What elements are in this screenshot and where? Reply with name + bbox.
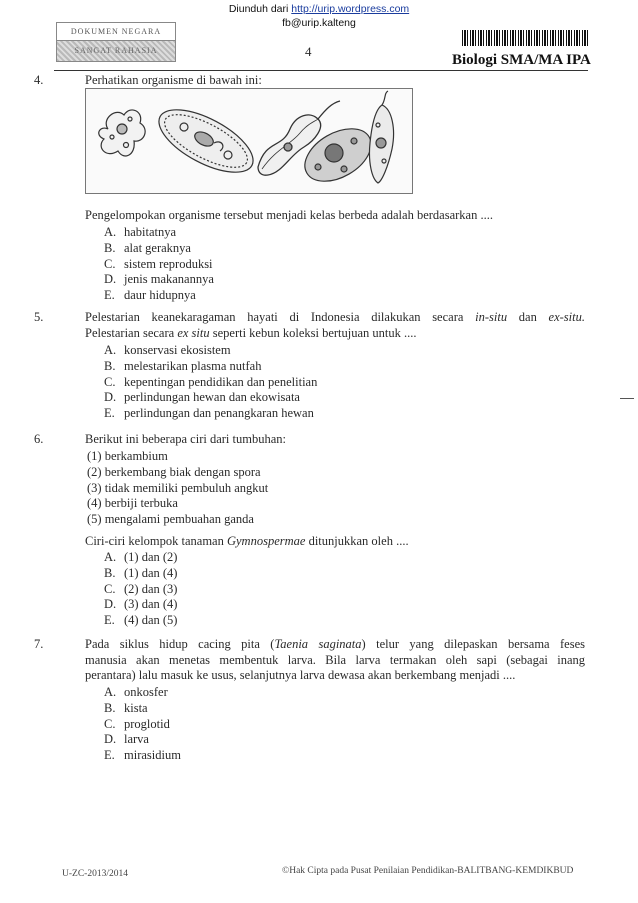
option-letter: C.: [104, 716, 116, 731]
source-prefix: Diunduh dari: [228, 3, 292, 15]
option-c[interactable]: [104, 375, 317, 391]
option-text: kepentingan pendidikan dan penelitian: [124, 374, 318, 389]
question-4-stem: Perhatikan organisme di bawah ini:: [85, 73, 262, 87]
footer-code: U-ZC-2013/2014: [62, 869, 128, 879]
text-segment: Pelestarian secara: [85, 325, 178, 340]
option-d[interactable]: [104, 390, 317, 406]
option-text: (1) dan (4): [124, 565, 178, 580]
option-a[interactable]: [104, 225, 214, 241]
page-number: 4: [305, 44, 312, 59]
option-letter: C.: [104, 581, 116, 596]
option-text: mirasidium: [124, 748, 181, 763]
source-facebook: fb@urip.kalteng: [282, 17, 356, 29]
trait-item: (5) mengalami pembuahan ganda: [87, 512, 254, 527]
flagellate-icon: [369, 91, 393, 183]
option-text: sistem reproduksi: [124, 256, 213, 271]
text-italic: Gymnospermae: [226, 534, 306, 548]
amoeba-icon: [99, 110, 145, 156]
text-segment: seperti kebun koleksi bertujuan untuk ....: [209, 325, 417, 340]
option-c[interactable]: [104, 717, 181, 733]
option-letter: E.: [104, 406, 115, 421]
option-d[interactable]: [104, 272, 214, 288]
option-text: konservasi ekosistem: [124, 343, 231, 357]
organisms-illustration: [86, 89, 412, 193]
trait-item: (3) tidak memiliki pembuluh angkut: [87, 480, 269, 495]
option-letter: C.: [104, 256, 116, 271]
question-6-options: [104, 550, 177, 629]
option-letter: B.: [104, 358, 116, 373]
question-4-prompt: Pengelompokan organisme tersebut menjadi kelas berbeda adalah berdasarkan ....: [85, 208, 493, 222]
organisms-figure: [85, 88, 413, 194]
trait-item: (4) berbiji terbuka: [87, 496, 178, 511]
text-segment: Ciri-ciri kelompok tanaman: [85, 534, 227, 548]
footer-copyright: ©Hak Cipta pada Pusat Penilaian Pendidikan-BALITBANG-KEMDIKBUD: [282, 866, 574, 876]
option-d[interactable]: [104, 597, 177, 613]
subject-title: Biologi SMA/MA IPA: [452, 52, 591, 68]
text-italic: ex situ: [177, 325, 210, 340]
question-5-number: 5.: [34, 310, 44, 324]
trait-item: (1) berkambium: [87, 449, 168, 463]
stamp-top-label: DOKUMEN NEGARA: [57, 23, 175, 41]
option-b[interactable]: [104, 566, 177, 582]
option-b[interactable]: [104, 701, 181, 717]
question-7-line-3: perantara) lalu masuk ke usus, selanjutnya larva dewasa akan berkembang menjadi ....: [85, 668, 516, 683]
option-letter: D.: [104, 597, 117, 612]
header-divider: [54, 70, 588, 71]
question-5-options: [104, 343, 317, 422]
option-text: alat geraknya: [124, 240, 191, 255]
option-text: jenis makanannya: [124, 272, 214, 287]
paramecium-icon: [150, 97, 262, 185]
question-7-options: [104, 685, 181, 764]
option-text: daur hidupnya: [124, 288, 196, 303]
option-d[interactable]: [104, 732, 181, 748]
question-7-line-1: [85, 637, 585, 653]
option-a[interactable]: [104, 685, 181, 701]
question-6-traits: [87, 449, 268, 528]
option-e[interactable]: [104, 748, 181, 764]
question-7-line-2: manusia akan menetas membentuk larva. Bila larva termakan oleh sapi (sebagai inang: [85, 652, 585, 667]
option-b[interactable]: [104, 359, 317, 375]
question-5-stem: [85, 310, 585, 341]
question-4-options: [104, 225, 214, 304]
option-text: (4) dan (5): [124, 613, 178, 628]
question-4-number: 4.: [34, 73, 44, 87]
text-italic: ex-situ.: [548, 310, 585, 324]
text-segment: Pelestarian keanekaragaman hayati di Indonesia dilakukan secara: [85, 310, 476, 324]
barcode-icon: [462, 30, 588, 46]
question-7-stem: [85, 637, 585, 684]
option-letter: A.: [104, 685, 117, 699]
option-e[interactable]: [104, 288, 214, 304]
option-letter: B.: [104, 565, 116, 580]
text-segment: dan: [507, 310, 549, 324]
margin-mark: [620, 398, 634, 399]
option-text: proglotid: [124, 716, 170, 731]
option-text: (3) dan (4): [124, 597, 178, 612]
option-text: melestarikan plasma nutfah: [124, 358, 262, 373]
option-a[interactable]: [104, 550, 177, 566]
text-italic: in-situ: [475, 310, 508, 324]
option-letter: A.: [104, 343, 117, 357]
option-letter: D.: [104, 732, 117, 747]
option-text: habitatnya: [124, 225, 177, 239]
option-e[interactable]: [104, 406, 317, 422]
option-letter: B.: [104, 240, 116, 255]
option-letter: A.: [104, 225, 117, 239]
question-5-line-1: [85, 310, 585, 326]
option-letter: D.: [104, 390, 117, 405]
option-b[interactable]: [104, 241, 214, 257]
option-text: larva: [124, 732, 149, 747]
question-6-number: 6.: [34, 432, 44, 446]
option-text: perlindungan hewan dan ekowisata: [124, 390, 300, 405]
option-e[interactable]: [104, 613, 177, 629]
option-c[interactable]: [104, 257, 214, 273]
option-text: perlindungan dan penangkaran hewan: [124, 406, 314, 421]
option-text: onkosfer: [124, 685, 168, 699]
question-6-prompt: [85, 534, 409, 550]
option-text: kista: [124, 700, 148, 715]
text-italic: Taenia saginata: [274, 637, 362, 651]
option-letter: E.: [104, 288, 115, 303]
question-5-line-2: [85, 326, 585, 342]
stamp-bottom-label: SANGAT RAHASIA: [57, 41, 175, 61]
option-letter: C.: [104, 374, 116, 389]
text-segment: Pada siklus hidup cacing pita (: [85, 637, 275, 651]
option-letter: A.: [104, 550, 117, 564]
option-text: (1) dan (2): [124, 550, 178, 564]
text-segment: ditunjukkan oleh ....: [305, 534, 409, 548]
document-stamp: [56, 22, 176, 62]
option-c[interactable]: [104, 582, 177, 598]
source-line: [0, 3, 638, 15]
option-letter: E.: [104, 748, 115, 763]
trait-item: (2) berkembang biak dengan spora: [87, 464, 261, 479]
question-7-number: 7.: [34, 637, 44, 651]
option-letter: D.: [104, 272, 117, 287]
text-segment: ) telur yang dilepaskan bersama feses: [361, 637, 585, 651]
question-6-stem: Berikut ini beberapa ciri dari tumbuhan:: [85, 432, 286, 446]
option-a[interactable]: [104, 343, 317, 359]
option-letter: E.: [104, 613, 115, 628]
source-link[interactable]: http://urip.wordpress.com: [291, 3, 410, 15]
option-text: (2) dan (3): [124, 581, 178, 596]
option-letter: B.: [104, 700, 116, 715]
